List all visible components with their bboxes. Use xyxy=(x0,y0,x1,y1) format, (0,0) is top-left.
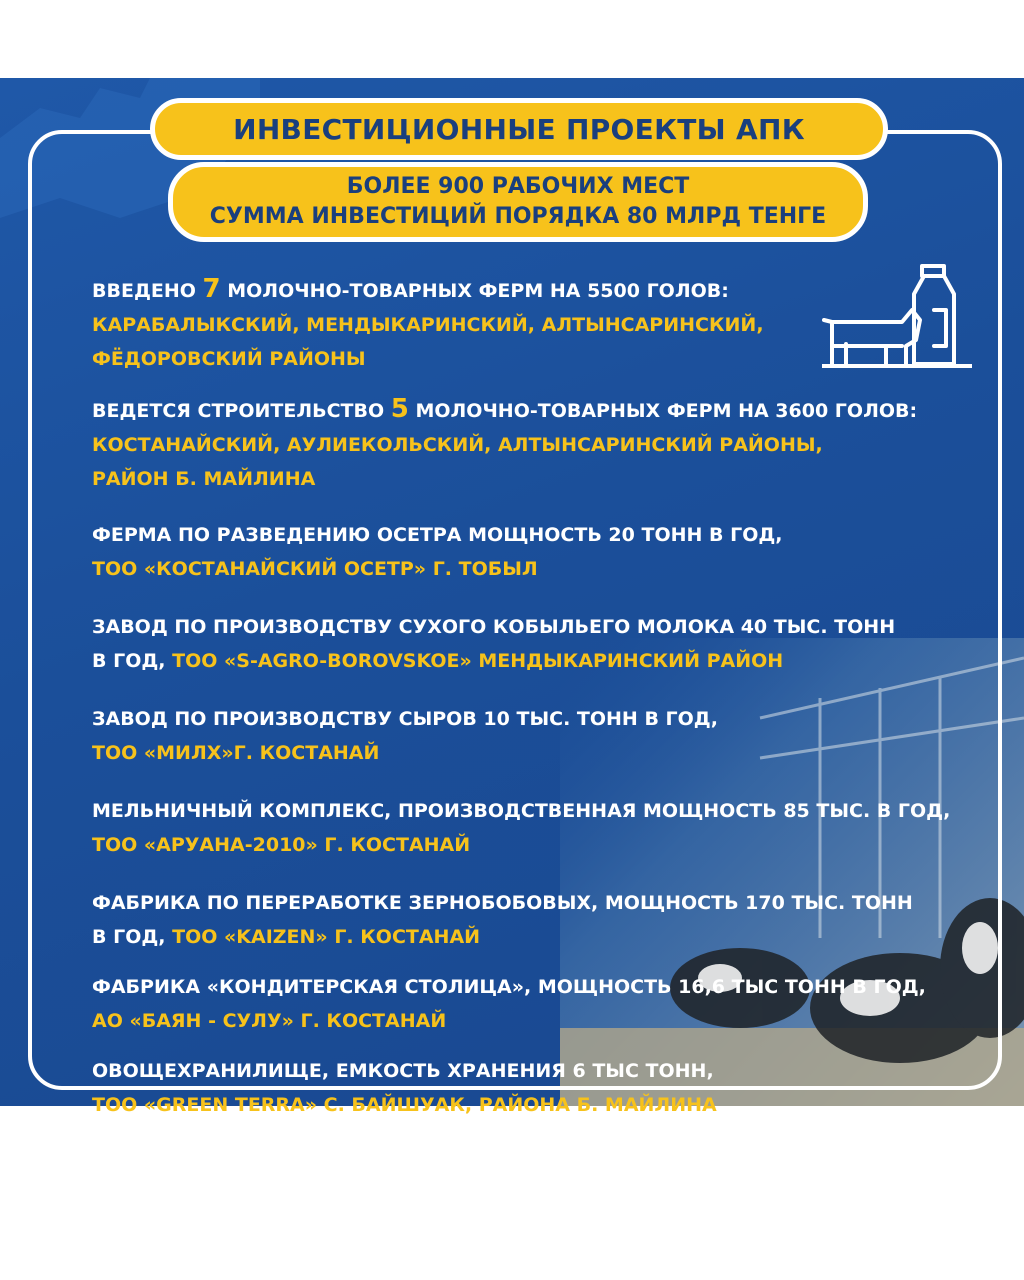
company-name: ТОО «KAIZEN» Г. КОСТАНАЙ xyxy=(172,926,481,948)
list-item: ВВЕДЕНО 7 МОЛОЧНО-ТОВАРНЫХ ФЕРМ НА 5500 ГОЛОВ: КАРАБАЛЫКСКИЙ, МЕНДЫКАРИНСКИЙ, АЛТЫНСАРИНСКИЙ, ФЁДОРОВСКИЙ РАЙОНЫ xyxy=(92,274,764,370)
page-title xyxy=(150,98,888,160)
list-item: МЕЛЬНИЧНЫЙ КОМПЛЕКС, ПРОИЗВОДСТВЕННАЯ МОЩНОСТЬ 85 ТЫС. В ГОД, ТОО «АРУАНА-2010» Г. КОСТАНАЙ xyxy=(92,800,951,856)
list-item: ВЕДЕТСЯ СТРОИТЕЛЬСТВО 5 МОЛОЧНО-ТОВАРНЫХ ФЕРМ НА 3600 ГОЛОВ: КОСТАНАЙСКИЙ, АУЛИЕКОЛЬСКИЙ, АЛТЫНСАРИНСКИЙ РАЙОНЫ, РАЙОН Б. МАЙЛИНА xyxy=(92,394,918,490)
investment-sum-text: СУММА ИНВЕСТИЦИЙ ПОРЯДКА 80 МЛРД ТЕНГЕ xyxy=(209,204,827,229)
farm-count: 5 xyxy=(390,394,409,424)
list-item: ФАБРИКА «КОНДИТЕРСКАЯ СТОЛИЦА», МОЩНОСТЬ 16,6 ТЫС ТОНН В ГОД, АО «БАЯН - СУЛУ» Г. КОСТАНАЙ xyxy=(92,976,926,1032)
list-item: ЗАВОД ПО ПРОИЗВОДСТВУ СЫРОВ 10 ТЫС. ТОНН В ГОД, ТОО «МИЛХ»Г. КОСТАНАЙ xyxy=(92,708,718,764)
company-name: ТОО «АРУАНА-2010» Г. КОСТАНАЙ xyxy=(92,834,471,856)
list-item: ФАБРИКА ПО ПЕРЕРАБОТКЕ ЗЕРНОБОБОВЫХ, МОЩНОСТЬ 170 ТЫС. ТОНН В ГОД, ТОО «KAIZEN» Г. КОСТАНАЙ xyxy=(92,892,913,948)
company-name: ТОО «GREEN TERRA» С. БАЙШУАК, РАЙОНА Б. МАЙЛИНА xyxy=(92,1094,717,1116)
company-name: ТОО «МИЛХ»Г. КОСТАНАЙ xyxy=(92,742,380,764)
company-name: ТОО «КОСТАНАЙСКИЙ ОСЕТР» Г. ТОБЫЛ xyxy=(92,558,538,580)
farm-count: 7 xyxy=(202,274,221,304)
summary-banner xyxy=(168,162,868,242)
title-text: ИНВЕСТИЦИОННЫЕ ПРОЕКТЫ АПК xyxy=(233,112,805,146)
projects-list xyxy=(92,272,992,1122)
list-item: ОВОЩЕХРАНИЛИЩЕ, ЕМКОСТЬ ХРАНЕНИЯ 6 ТЫС ТОНН, ТОО «GREEN TERRA» С. БАЙШУАК, РАЙОНА Б. МАЙЛИНА xyxy=(92,1060,717,1116)
company-name: АО «БАЯН - СУЛУ» Г. КОСТАНАЙ xyxy=(92,1010,447,1032)
jobs-count-text: БОЛЕЕ 900 РАБОЧИХ МЕСТ xyxy=(346,174,690,199)
list-item: ФЕРМА ПО РАЗВЕДЕНИЮ ОСЕТРА МОЩНОСТЬ 20 ТОНН В ГОД, ТОО «КОСТАНАЙСКИЙ ОСЕТР» Г. ТОБЫЛ xyxy=(92,524,783,580)
company-name: ТОО «S-AGRO-BOROVSKOE» МЕНДЫКАРИНСКИЙ РАЙОН xyxy=(172,650,784,672)
list-item: ЗАВОД ПО ПРОИЗВОДСТВУ СУХОГО КОБЫЛЬЕГО МОЛОКА 40 ТЫС. ТОНН В ГОД, ТОО «S-AGRO-BOROVSKOE» МЕНДЫКАРИНСКИЙ РАЙОН xyxy=(92,616,896,672)
